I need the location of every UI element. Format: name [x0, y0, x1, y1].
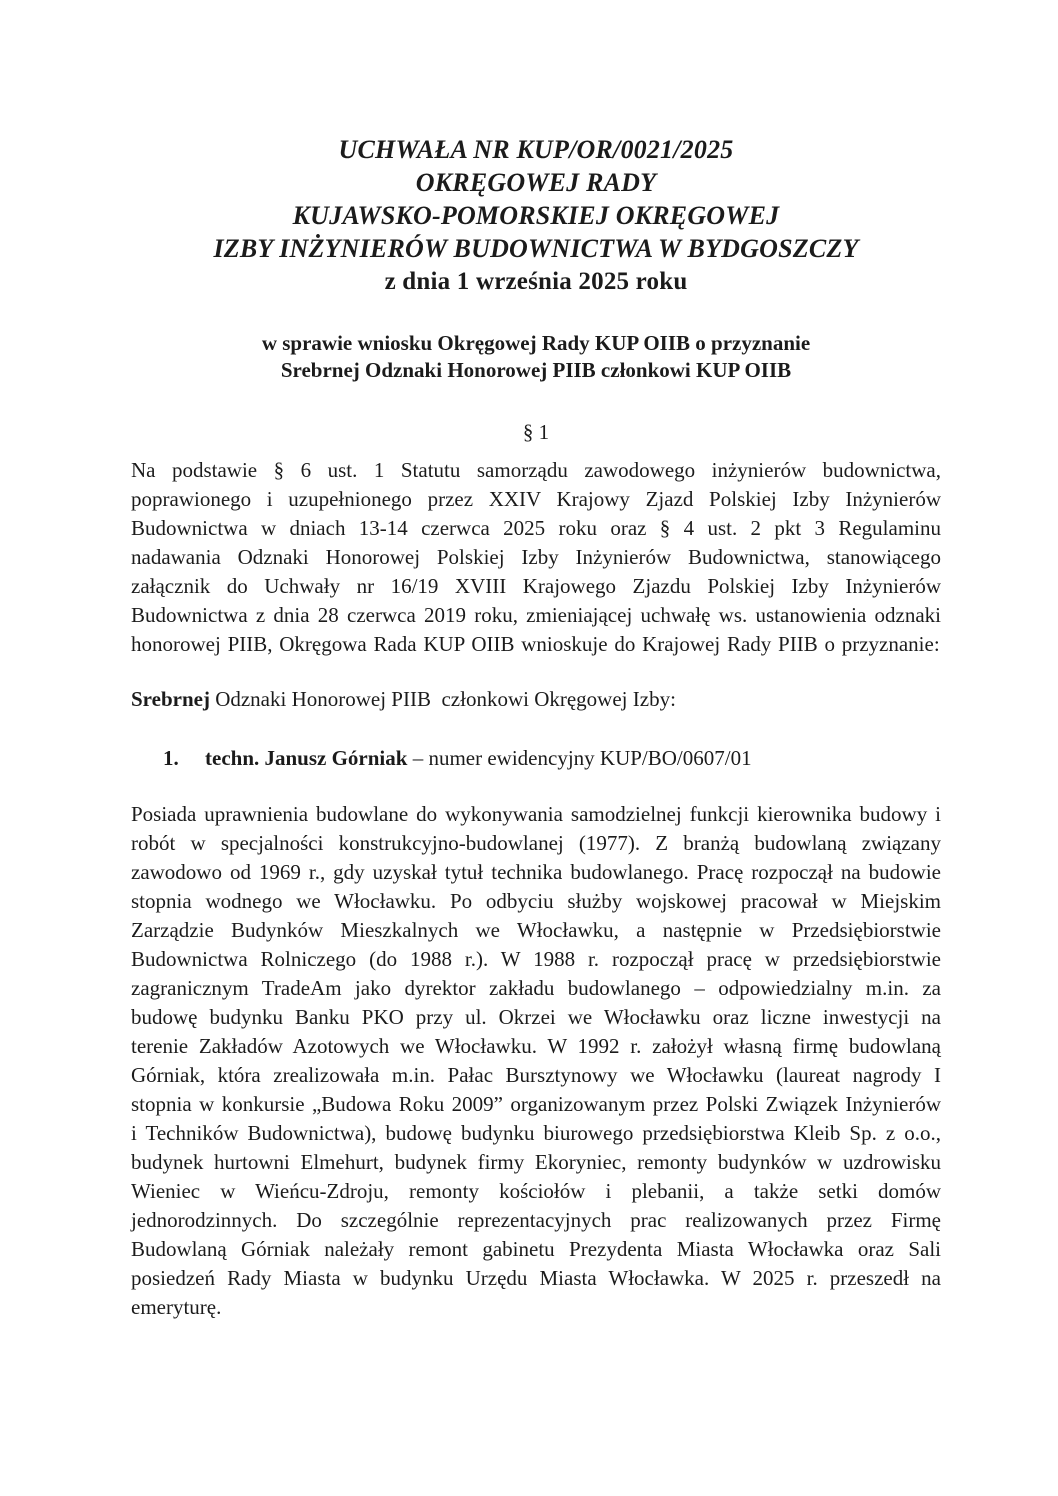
title-line-chamber: IZBY INŻYNIERÓW BUDOWNICTWA W BYDGOSZCZY [213, 234, 859, 263]
resolution-title [131, 133, 941, 298]
section-mark: § 1 [522, 420, 550, 444]
title-line-number: UCHWAŁA NR KUP/OR/0021/2025 [338, 135, 734, 164]
awardee-name: techn. Janusz Górniak [205, 746, 408, 770]
title-line-council: OKRĘGOWEJ RADY [415, 168, 657, 197]
awardee-registry-number: – numer ewidencyjny KUP/BO/0607/01 [407, 746, 752, 770]
document-content [131, 133, 941, 1322]
resolution-date: z dnia 1 września 2025 roku [384, 268, 688, 295]
biography-paragraph: Posiada uprawnienia budowlane do wykonywania samodzielnej funkcji kierownika budowy i robót w specjalności konstrukcyjno-budowlanej (1977). Z branżą budowlaną związany zawodowo od 1969 r., gdy uzyskał tytuł technika budowlanego. Pracę rozpoczął na budowie stopnia wodnego we Włocławku. Po odbyciu służby wojskowej pracował w Miejskim Zarządzie Budynków Mieszkalnych we Włocławku, a następnie w Przedsiębiorstwie Budownictwa Rolniczego (do 1988 r.). W 1988 r. rozpoczął pracę w przedsiębiorstwie zagranicznym TradeAm jako dyrektor zakładu budowlanego – odpowiedzialny m.in. za budowę budynku Banku PKO przy ul. Okrzei we Włocławku oraz liczne inwestycji na terenie Zakładów Azotowych we Włocławku. W 1992 r. założył własną firmę budowlaną Górniak, która zrealizowała m.in. Pałac Bursztynowy we Włocławku (laureat nagrody I stopnia w konkursie „Budowa Roku 2009” organizowanym przez Polski Związek Inżynierów i Techników Budownictwa), budowę budynku biurowego przedsiębiorstwa Kleib Sp. z o.o., budynek hurtowni Elmehurt, budynek firmy Ekoryniec, remonty budynków w uzdrowisku Wieniec w Wieńcu-Zdroju, remonty kościołów i plebanii, a także setki domów jednorodzinnych. Do szczególnie reprezentacyjnych prac realizowanych przez Firmę Budowlaną Górniak należały remont gabinetu Prezydenta Miasta Włocławka oraz Sali posiedzeń Rady Miasta w budynku Urzędu Miasta Włocławka. W 2025 r. przeszedł na emeryturę. [131, 802, 941, 1319]
awardee-list-item [131, 744, 941, 773]
award-line-bold: Srebrnej [131, 687, 210, 711]
title-line-region: KUJAWSKO-POMORSKIEJ OKRĘGOWEJ [292, 201, 780, 230]
resolution-subject [131, 330, 941, 384]
award-line-rest: Odznaki Honorowej PIIB członkowi Okręgowej Izby: [209, 687, 676, 711]
subject-line-1: w sprawie wniosku Okręgowej Rady KUP OIIB o przyznanie [261, 331, 811, 355]
subject-line-2: Srebrnej Odznaki Honorowej PIIB członkowi KUP OIIB [280, 358, 792, 382]
legal-basis-paragraph: Na podstawie § 6 ust. 1 Statutu samorządu zawodowego inżynierów budownictwa, poprawionego i uzupełnionego przez XXIV Krajowy Zjazd Polskiej Izby Inżynierów Budownictwa w dniach 13-14 czerwca 2025 roku oraz § 4 ust. 2 pkt 3 Regulaminu nadawania Odznaki Honorowej Polskiej Izby Inżynierów Budownictwa, stanowiącego załącznik do Uchwały nr 16/19 XVIII Krajowego Zjazdu Polskiej Izby Inżynierów Budownictwa z dnia 28 czerwca 2019 roku, zmieniającej uchwałę ws. ustanowienia odznaki honorowej PIIB, Okręgowa Rada KUP OIIB wnioskuje do Krajowej Rady PIIB o przyznanie: [131, 458, 941, 656]
award-line [131, 685, 941, 714]
list-item-number: 1. [163, 746, 179, 770]
